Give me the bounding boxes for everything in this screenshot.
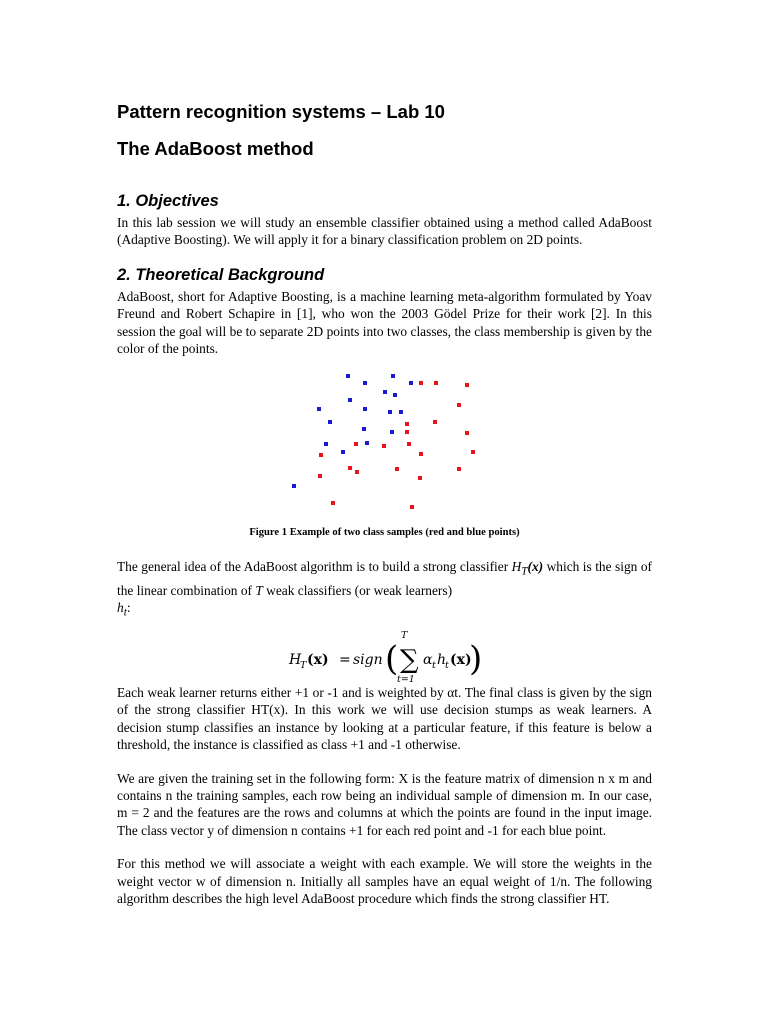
blue-point (362, 427, 366, 431)
blue-point (388, 410, 392, 414)
figure-1 (117, 369, 652, 519)
red-point (433, 420, 437, 424)
formula-fn: sign (353, 652, 383, 668)
document-page (117, 100, 652, 907)
blue-point (363, 381, 367, 385)
objectives-text: In this lab session we will study an ensemble classifier obtained using a method called AdaBoost (Adaptive Boosting). We will apply it for a binary classification problem on 2D points. (117, 215, 652, 248)
scatter-plot (289, 369, 475, 519)
red-point (419, 381, 423, 385)
formula-eq: = (339, 652, 351, 668)
blue-point (346, 374, 350, 378)
red-point (318, 474, 322, 478)
lab-title: Pattern recognition systems – Lab 10 (117, 101, 445, 122)
formula-paren-right: ) (469, 639, 483, 679)
blue-point (390, 430, 394, 434)
formula-h-sub: t (445, 660, 449, 671)
blue-point (317, 407, 321, 411)
blue-point (348, 398, 352, 402)
training-set-paragraph: We are given the training set in the following form: X is the feature matrix of dimension n x m and contains n the training samples, each row being an individual sample of dimension m. In our case, m = 2 and the features are the rows and columns at which the points are found in the input image. The class vector y of dimension n contains +1 for each red point and -1 for each blue point. (117, 770, 652, 838)
red-point (419, 452, 423, 456)
formula-lhs-sub: T (300, 660, 307, 671)
red-point (457, 403, 461, 407)
blue-point (363, 407, 367, 411)
red-point (354, 442, 358, 446)
blue-point (341, 450, 345, 454)
intro-paragraph: The general idea of the AdaBoost algorithm is to build a strong classifier $H_T(x)$ which is the sign of the linear combination of T weak classifiers (or weak learners) $h_t$: (117, 559, 652, 619)
red-point (355, 470, 359, 474)
blue-point (292, 484, 296, 488)
blue-point (409, 381, 413, 385)
red-point (405, 430, 409, 434)
blue-point (391, 374, 395, 378)
weights-paragraph: For this method we will associate a weight with each example. We will store the weights in the weight vector w of dimension n. Initially all samples have an equal weight of 1/n. The following algorithm describes the high level AdaBoost procedure which finds the strong classifier HT. (117, 856, 652, 907)
weak-learner-paragraph: Each weak learner returns either +1 or -1 and is weighted by αt. The final class is given by the sign of the strong classifier HT(x). In this work we will use decision stumps as weak learners. A decision stump classifies an instance by looking at a particular feature, if this feature is below a threshold, the instance is classified as class +1 and -1 otherwise. (117, 685, 652, 753)
blue-point (324, 442, 328, 446)
lab-subtitle: The AdaBoost method (117, 138, 314, 159)
red-point (331, 501, 335, 505)
red-point (382, 444, 386, 448)
red-point (407, 442, 411, 446)
red-point (465, 431, 469, 435)
red-point (434, 381, 438, 385)
formula-sum-bottom: t=1 (397, 674, 415, 684)
blue-point (328, 420, 332, 424)
blue-point (383, 390, 387, 394)
blue-point (393, 393, 397, 397)
intro-text-1: The general idea of the AdaBoost algorithm is to build a strong classifier (117, 559, 509, 575)
formula-lhs: H (289, 652, 302, 668)
weak-learner-symbol: $h_t$ (117, 599, 127, 619)
intro-text-2: which is the sign of the linear combination of (117, 559, 652, 598)
formula-sigma: ∑ (400, 645, 419, 675)
blue-point (365, 441, 369, 445)
formula-paren-left: ( (385, 639, 399, 679)
red-point (348, 466, 352, 470)
red-point (457, 467, 461, 471)
strong-classifier-symbol: $H_T(x)$ (511, 559, 544, 579)
blue-point (399, 410, 403, 414)
red-point (471, 450, 475, 454)
formula-alpha-sub: t (432, 660, 436, 671)
background-text: AdaBoost, short for Adaptive Boosting, is a machine learning meta-algorithm formulated by Yoav Freund and Robert Schapire in [1], who won the 2003 Gödel Prize for their work [2]. In this session the goal will be to separate 2D points into two classes, the class membership is given by the color of the points. (117, 288, 652, 357)
red-point (418, 476, 422, 480)
formula-alpha: α (423, 652, 433, 668)
red-point (395, 467, 399, 471)
formula-lhs-arg: (x) (307, 652, 329, 668)
formula-sum-top: T (401, 630, 408, 641)
objectives-heading: 1. Objectives (117, 192, 219, 210)
red-point (405, 422, 409, 426)
formula-h: h (437, 652, 447, 668)
intro-text-3: weak classifiers (or weak learners) (266, 582, 453, 598)
figure-caption: Figure 1 Example of two class samples (red and blue points) (249, 527, 520, 539)
formula-h-arg: (x) (450, 652, 472, 668)
t-symbol: T (255, 582, 263, 598)
background-heading: 2. Theoretical Background (117, 265, 325, 284)
red-point (319, 453, 323, 457)
red-point (465, 383, 469, 387)
red-point (410, 505, 414, 509)
adaboost-formula (117, 624, 652, 684)
